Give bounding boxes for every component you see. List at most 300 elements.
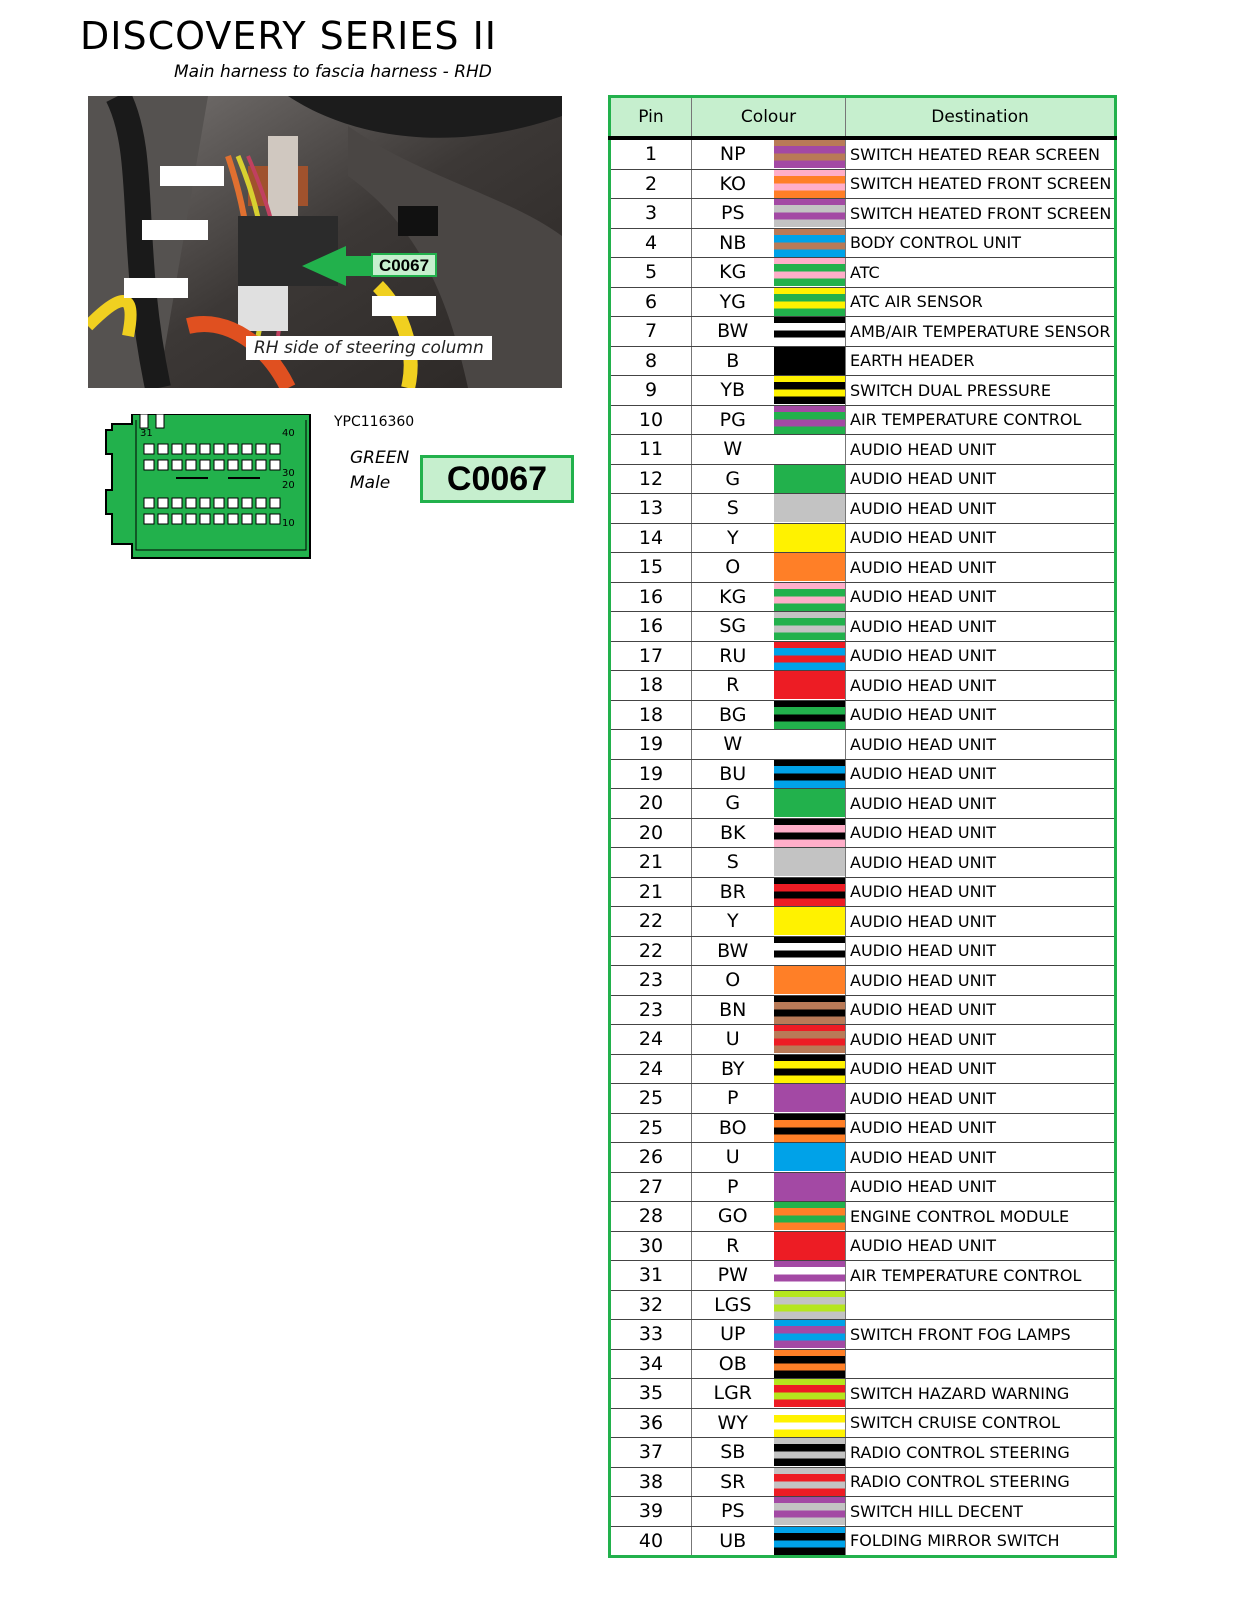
colour-code: PG — [692, 405, 774, 435]
pin-number: 3 — [610, 199, 692, 229]
header-destination: Destination — [846, 97, 1116, 139]
connector-cavity — [158, 514, 168, 524]
table-row — [610, 199, 1116, 229]
destination: ENGINE CONTROL MODULE — [846, 1202, 1116, 1232]
table-row — [610, 700, 1116, 730]
table-row — [610, 346, 1116, 376]
connector-cavity — [256, 514, 266, 524]
wire-colour-swatch — [774, 1320, 846, 1348]
table-row — [610, 1113, 1116, 1143]
pin-number: 19 — [610, 759, 692, 789]
photo-caption: RH side of steering column — [246, 336, 492, 360]
pin-number: 25 — [610, 1084, 692, 1114]
blank-label — [142, 220, 208, 240]
pin-label: 30 — [282, 468, 295, 479]
wire-colour-swatch — [774, 376, 846, 404]
table-row — [610, 494, 1116, 524]
connector-cavity — [172, 444, 182, 454]
pin-table — [608, 95, 1117, 1558]
destination: AUDIO HEAD UNIT — [846, 582, 1116, 612]
destination: AUDIO HEAD UNIT — [846, 553, 1116, 583]
colour-swatch — [774, 936, 846, 966]
wire-colour-swatch — [774, 966, 846, 994]
connector-cavity — [158, 498, 168, 508]
connector-cavity — [158, 444, 168, 454]
colour-swatch — [774, 1526, 846, 1557]
table-row — [610, 1497, 1116, 1527]
pin-number: 24 — [610, 1025, 692, 1055]
colour-code: SB — [692, 1438, 774, 1468]
connector-cavity — [242, 514, 252, 524]
table-row — [610, 169, 1116, 199]
pin-number: 27 — [610, 1172, 692, 1202]
wire-colour-swatch — [774, 937, 846, 965]
colour-swatch — [774, 138, 846, 169]
wire-colour-swatch — [774, 730, 846, 758]
pin-number: 39 — [610, 1497, 692, 1527]
pin-number: 25 — [610, 1113, 692, 1143]
table-row — [610, 138, 1116, 169]
wire-colour-swatch — [774, 1055, 846, 1083]
connector-cavity — [172, 460, 182, 470]
page-subtitle: Main harness to fascia harness - RHD — [174, 62, 492, 82]
colour-code: SG — [692, 612, 774, 642]
connector-cavity — [270, 460, 280, 470]
connector-cavity — [172, 514, 182, 524]
pin-label: 31 — [140, 428, 153, 439]
destination: ATC AIR SENSOR — [846, 287, 1116, 317]
colour-code: W — [692, 730, 774, 760]
pin-number: 31 — [610, 1261, 692, 1291]
destination: EARTH HEADER — [846, 346, 1116, 376]
colour-swatch — [774, 169, 846, 199]
connector-cavity — [270, 514, 280, 524]
wire-colour-swatch — [774, 465, 846, 493]
destination: AUDIO HEAD UNIT — [846, 877, 1116, 907]
colour-swatch — [774, 435, 846, 465]
pin-number: 34 — [610, 1349, 692, 1379]
connector-cavity — [256, 460, 266, 470]
table-row — [610, 1408, 1116, 1438]
colour-swatch — [774, 1320, 846, 1350]
colour-swatch — [774, 228, 846, 258]
table-row — [610, 671, 1116, 701]
table-row — [610, 877, 1116, 907]
colour-code: GO — [692, 1202, 774, 1232]
colour-code: NB — [692, 228, 774, 258]
colour-code: P — [692, 1172, 774, 1202]
pin-number: 23 — [610, 995, 692, 1025]
pin-number: 28 — [610, 1202, 692, 1232]
connector-cavity — [256, 444, 266, 454]
connector-cavity — [228, 460, 238, 470]
colour-code: LGR — [692, 1379, 774, 1409]
colour-swatch — [774, 1084, 846, 1114]
wire-colour-swatch — [774, 1025, 846, 1053]
colour-code: RU — [692, 641, 774, 671]
wire-colour-swatch — [774, 140, 846, 168]
connector-cavity — [228, 498, 238, 508]
wire-colour-swatch — [774, 258, 846, 286]
destination: SWITCH DUAL PRESSURE — [846, 376, 1116, 406]
wire-colour-swatch — [774, 1438, 846, 1466]
pin-number: 33 — [610, 1320, 692, 1350]
colour-swatch — [774, 317, 846, 347]
wire-colour-swatch — [774, 878, 846, 906]
connector-part-number: YPC116360 — [334, 414, 415, 430]
table-row — [610, 1320, 1116, 1350]
colour-code: R — [692, 1231, 774, 1261]
colour-swatch — [774, 995, 846, 1025]
header-colour: Colour — [692, 97, 846, 139]
wire-colour-swatch — [774, 347, 846, 375]
table-row — [610, 405, 1116, 435]
wire-colour-swatch — [774, 553, 846, 581]
table-row — [610, 258, 1116, 288]
wire-colour-swatch — [774, 317, 846, 345]
colour-swatch — [774, 376, 846, 406]
colour-swatch — [774, 464, 846, 494]
connector-cavity — [186, 498, 196, 508]
colour-swatch — [774, 1438, 846, 1468]
connector-cavity — [214, 498, 224, 508]
pin-number: 35 — [610, 1379, 692, 1409]
destination: AIR TEMPERATURE CONTROL — [846, 405, 1116, 435]
destination: RADIO CONTROL STEERING — [846, 1467, 1116, 1497]
wire-colour-swatch — [774, 1202, 846, 1230]
pin-number: 18 — [610, 700, 692, 730]
pin-number: 14 — [610, 523, 692, 553]
destination: AUDIO HEAD UNIT — [846, 1172, 1116, 1202]
destination — [846, 1290, 1116, 1320]
connector-cavity — [214, 460, 224, 470]
table-row — [610, 1084, 1116, 1114]
pin-number: 4 — [610, 228, 692, 258]
colour-code: BY — [692, 1054, 774, 1084]
pin-number: 20 — [610, 789, 692, 819]
colour-swatch — [774, 877, 846, 907]
pin-number: 16 — [610, 582, 692, 612]
table-row — [610, 228, 1116, 258]
connector-cavity — [228, 514, 238, 524]
colour-code: U — [692, 1143, 774, 1173]
table-row — [610, 848, 1116, 878]
colour-code: BW — [692, 317, 774, 347]
wire-colour-swatch — [774, 435, 846, 463]
wire-colour-swatch — [774, 1497, 846, 1525]
table-row — [610, 1231, 1116, 1261]
connector-cavity — [242, 498, 252, 508]
table-row — [610, 287, 1116, 317]
pin-number: 2 — [610, 169, 692, 199]
connector-cavity — [256, 498, 266, 508]
connector-cavity — [270, 444, 280, 454]
destination: AUDIO HEAD UNIT — [846, 907, 1116, 937]
destination: RADIO CONTROL STEERING — [846, 1438, 1116, 1468]
wire-colour-swatch — [774, 494, 846, 522]
pin-number: 10 — [610, 405, 692, 435]
destination: SWITCH HEATED REAR SCREEN — [846, 138, 1116, 169]
pin-number: 23 — [610, 966, 692, 996]
colour-code: PS — [692, 1497, 774, 1527]
colour-swatch — [774, 848, 846, 878]
arrow-label: C0067 — [378, 256, 430, 275]
destination: AUDIO HEAD UNIT — [846, 494, 1116, 524]
connector-cavity — [186, 514, 196, 524]
table-row — [610, 759, 1116, 789]
colour-swatch — [774, 1467, 846, 1497]
colour-swatch — [774, 523, 846, 553]
blank-label — [372, 296, 436, 316]
colour-code: KG — [692, 582, 774, 612]
colour-swatch — [774, 405, 846, 435]
colour-code: KG — [692, 258, 774, 288]
wire-colour-swatch — [774, 1143, 846, 1171]
destination: AUDIO HEAD UNIT — [846, 641, 1116, 671]
table-row — [610, 1526, 1116, 1557]
table-row — [610, 789, 1116, 819]
table-row — [610, 1467, 1116, 1497]
pin-number: 21 — [610, 848, 692, 878]
colour-code: BO — [692, 1113, 774, 1143]
connector-cavity — [228, 444, 238, 454]
colour-code: PW — [692, 1261, 774, 1291]
wire-colour-swatch — [774, 229, 846, 257]
connector-colour — [350, 446, 409, 496]
pin-number: 30 — [610, 1231, 692, 1261]
colour-swatch — [774, 818, 846, 848]
pin-number: 9 — [610, 376, 692, 406]
destination: AUDIO HEAD UNIT — [846, 700, 1116, 730]
table-row — [610, 1054, 1116, 1084]
table-row — [610, 1261, 1116, 1291]
destination: SWITCH HAZARD WARNING — [846, 1379, 1116, 1409]
pin-number: 21 — [610, 877, 692, 907]
colour-code: G — [692, 464, 774, 494]
destination: SWITCH CRUISE CONTROL — [846, 1408, 1116, 1438]
colour-swatch — [774, 907, 846, 937]
destination: AUDIO HEAD UNIT — [846, 848, 1116, 878]
colour-code: P — [692, 1084, 774, 1114]
connector-cavity — [242, 444, 252, 454]
colour-code: UB — [692, 1526, 774, 1557]
colour-code: YG — [692, 287, 774, 317]
wire-colour-swatch — [774, 1114, 846, 1142]
colour-code: BN — [692, 995, 774, 1025]
connector-gender-label: Male — [350, 473, 391, 493]
pin-number: 11 — [610, 435, 692, 465]
wire-colour-swatch — [774, 996, 846, 1024]
wire-colour-swatch — [774, 789, 846, 817]
colour-code: BK — [692, 818, 774, 848]
colour-code: S — [692, 848, 774, 878]
table-row — [610, 612, 1116, 642]
colour-swatch — [774, 1231, 846, 1261]
destination: SWITCH HILL DECENT — [846, 1497, 1116, 1527]
connector-cavity — [200, 514, 210, 524]
connector-cavity — [200, 444, 210, 454]
colour-swatch — [774, 730, 846, 760]
pin-number: 13 — [610, 494, 692, 524]
table-row — [610, 1202, 1116, 1232]
table-row — [610, 376, 1116, 406]
colour-code: BW — [692, 936, 774, 966]
wire-colour-swatch — [774, 819, 846, 847]
pin-number: 1 — [610, 138, 692, 169]
colour-code: Y — [692, 523, 774, 553]
wire-colour-swatch — [774, 1350, 846, 1378]
connector-cavity — [144, 460, 154, 470]
table-row — [610, 582, 1116, 612]
colour-code: OB — [692, 1349, 774, 1379]
table-row — [610, 1025, 1116, 1055]
colour-code: BR — [692, 877, 774, 907]
destination: FOLDING MIRROR SWITCH — [846, 1526, 1116, 1557]
wire-colour-swatch — [774, 1468, 846, 1496]
wire-colour-swatch — [774, 1409, 846, 1437]
destination — [846, 1349, 1116, 1379]
wire-colour-swatch — [774, 288, 846, 316]
destination: AUDIO HEAD UNIT — [846, 818, 1116, 848]
destination: SWITCH HEATED FRONT SCREEN — [846, 169, 1116, 199]
wire-colour-swatch — [774, 642, 846, 670]
pin-number: 15 — [610, 553, 692, 583]
colour-swatch — [774, 1349, 846, 1379]
destination: SWITCH FRONT FOG LAMPS — [846, 1320, 1116, 1350]
destination: AUDIO HEAD UNIT — [846, 966, 1116, 996]
pin-number: 6 — [610, 287, 692, 317]
colour-code: NP — [692, 138, 774, 169]
connector-face-icon — [104, 414, 314, 560]
wire-colour-swatch — [774, 612, 846, 640]
destination: AUDIO HEAD UNIT — [846, 759, 1116, 789]
pin-number: 7 — [610, 317, 692, 347]
pin-number: 36 — [610, 1408, 692, 1438]
colour-code: B — [692, 346, 774, 376]
destination: AUDIO HEAD UNIT — [846, 936, 1116, 966]
table-header-row — [610, 97, 1116, 139]
table-row — [610, 1172, 1116, 1202]
pin-number: 12 — [610, 464, 692, 494]
wire-colour-swatch — [774, 1173, 846, 1201]
colour-swatch — [774, 1497, 846, 1527]
wire-colour-swatch — [774, 671, 846, 699]
colour-swatch — [774, 582, 846, 612]
colour-swatch — [774, 494, 846, 524]
wire-colour-swatch — [774, 583, 846, 611]
page-title: DISCOVERY SERIES II — [80, 14, 497, 58]
pin-number: 37 — [610, 1438, 692, 1468]
colour-swatch — [774, 1202, 846, 1232]
pin-number: 17 — [610, 641, 692, 671]
colour-swatch — [774, 700, 846, 730]
pin-number: 16 — [610, 612, 692, 642]
pin-number: 22 — [610, 936, 692, 966]
connector-cavity — [186, 460, 196, 470]
blank-label — [124, 278, 188, 298]
colour-code: YB — [692, 376, 774, 406]
colour-code: W — [692, 435, 774, 465]
wire-colour-swatch — [774, 1527, 846, 1555]
colour-code: PS — [692, 199, 774, 229]
connector-cavity — [270, 498, 280, 508]
table-row — [610, 553, 1116, 583]
wire-colour-swatch — [774, 1291, 846, 1319]
colour-code: O — [692, 966, 774, 996]
pin-number: 22 — [610, 907, 692, 937]
colour-swatch — [774, 789, 846, 819]
colour-code: LGS — [692, 1290, 774, 1320]
colour-code: O — [692, 553, 774, 583]
colour-code: BG — [692, 700, 774, 730]
connector-cavity — [242, 460, 252, 470]
connector-cavity — [200, 498, 210, 508]
colour-swatch — [774, 287, 846, 317]
table-row — [610, 907, 1116, 937]
wire-colour-swatch — [774, 199, 846, 227]
destination: AUDIO HEAD UNIT — [846, 730, 1116, 760]
table-row — [610, 1379, 1116, 1409]
wire-colour-swatch — [774, 760, 846, 788]
colour-code: R — [692, 671, 774, 701]
pin-number: 8 — [610, 346, 692, 376]
colour-swatch — [774, 1143, 846, 1173]
destination: AMB/AIR TEMPERATURE SENSOR — [846, 317, 1116, 347]
table-row — [610, 966, 1116, 996]
destination: ATC — [846, 258, 1116, 288]
connector-pinout-diagram — [104, 414, 314, 564]
wire-colour-swatch — [774, 1261, 846, 1289]
colour-code: WY — [692, 1408, 774, 1438]
wire-colour-swatch — [774, 701, 846, 729]
pin-number: 19 — [610, 730, 692, 760]
table-row — [610, 464, 1116, 494]
destination: AUDIO HEAD UNIT — [846, 1231, 1116, 1261]
pin-number: 20 — [610, 818, 692, 848]
colour-swatch — [774, 553, 846, 583]
destination: AUDIO HEAD UNIT — [846, 464, 1116, 494]
connector-id-badge: C0067 — [420, 455, 574, 503]
wire-colour-swatch — [774, 1084, 846, 1112]
destination: AUDIO HEAD UNIT — [846, 1143, 1116, 1173]
colour-swatch — [774, 671, 846, 701]
pin-number: 32 — [610, 1290, 692, 1320]
table-row — [610, 730, 1116, 760]
connector-cavity — [144, 498, 154, 508]
destination: AUDIO HEAD UNIT — [846, 612, 1116, 642]
destination: BODY CONTROL UNIT — [846, 228, 1116, 258]
destination: AUDIO HEAD UNIT — [846, 1113, 1116, 1143]
connector-cavity — [214, 514, 224, 524]
header-pin: Pin — [610, 97, 692, 139]
connector-cavity — [144, 444, 154, 454]
pin-label: 10 — [282, 518, 295, 529]
destination: AUDIO HEAD UNIT — [846, 435, 1116, 465]
wire-colour-swatch — [774, 907, 846, 935]
colour-swatch — [774, 1172, 846, 1202]
destination: SWITCH HEATED FRONT SCREEN — [846, 199, 1116, 229]
wire-colour-swatch — [774, 1232, 846, 1260]
colour-swatch — [774, 1025, 846, 1055]
colour-code: S — [692, 494, 774, 524]
connector-cavity — [158, 460, 168, 470]
pin-number: 18 — [610, 671, 692, 701]
destination: AUDIO HEAD UNIT — [846, 671, 1116, 701]
table-row — [610, 1143, 1116, 1173]
colour-swatch — [774, 1261, 846, 1291]
colour-code: BU — [692, 759, 774, 789]
wire-colour-swatch — [774, 170, 846, 198]
